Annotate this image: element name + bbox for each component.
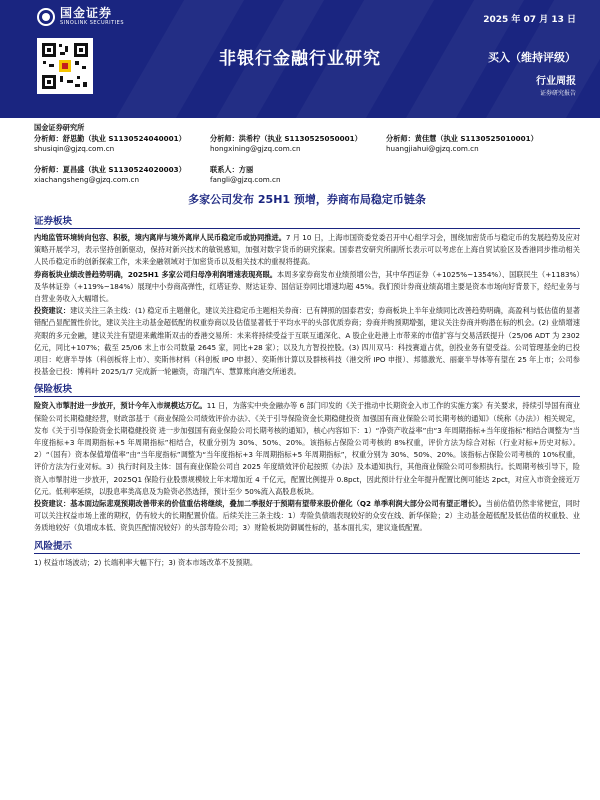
risk-text: 1) 权益市场波动；2) 长端利率大幅下行；3) 资本市场改革不及预期。 bbox=[34, 557, 258, 567]
paragraph bbox=[34, 498, 580, 535]
rating-label: 买入（维持评级） bbox=[488, 51, 576, 64]
contact-email[interactable]: fangli@gjzq.com.cn bbox=[210, 175, 281, 184]
paragraph-body: 建议关注三条主线：(1) 稳定币主题催化，建议关注稳定币主题相关券商：已有牌照的国泰君安；券商板块上半年业绩同比改善趋势明确，高盈利与低估值的显著错配凸显配置性价比，建议关注主动基金超低配的权重券商以及估值显著低于平均水平的头部优质券商；券商并购预期增强，建议关注券商并购潜在标的机会。(2) 业绩增速亮眼的多元金融，建议关注有望迎来戴维斯双击的香港交易所：未来将持续受益于互联互通深化、A 股企业赴港上市带来的市值扩容与交易活跃提升（25/06 ADT 为 2302 亿元，同比+107%；截至 25/06 末上市公司数量 2645 家，同比+28 家）；以及九方智投控股。(3) 四川双马：科技赛道占优，创投业务有望受益。公司管理基金的已投项目：屹唐半导体（科创板将上市）、奕斯伟材料（科创板 IPO 申报）、奕斯伟计算以及群核科技（港交所 IPO 申报）、邦德激光、丽豪半导体等有望在 25 年上市；公司参投基金已投：博科叶 2025/1/7 完成新一轮融资，奇瑞汽车、慧算账向港交所递表。 bbox=[34, 306, 580, 377]
company-logo bbox=[37, 7, 124, 27]
analyst-entry bbox=[34, 165, 210, 185]
paragraph-lead: 投资建议： bbox=[34, 306, 71, 316]
report-title: 非银行金融行业研究 bbox=[219, 49, 381, 69]
logo-text-en: SINOLINK SECURITIES bbox=[60, 20, 124, 26]
report-type: 行业周报 bbox=[536, 76, 576, 87]
logo-emblem-icon bbox=[37, 8, 55, 26]
analyst-entry bbox=[386, 134, 562, 154]
report-header bbox=[0, 0, 600, 118]
analyst-entry bbox=[34, 134, 210, 154]
paragraph-body: 当前估值仍然非常便宜，同时可以关注权益市场上涨的期权，仍有较大的长期配置价值。后续关注三条主线：1）寿险负债端表现较好的众安在线、新华保险；2）主动基金超低配及低估值的权重股、业务质地较好（负增成本低、资负匹配情况较好）的头部寿险公司；3）财险板块防御属性标的，基本面扎实，建议逢低配置。 bbox=[34, 499, 580, 533]
section-heading-securities: 证券板块 bbox=[34, 213, 580, 229]
paragraph-lead: 投资建议：基本面边际悲观预期改善带来的价值重估将继续，叠加二季报好于预期有望带来股价催化（Q2 单季利润大部分公司有望正增长）。 bbox=[34, 499, 486, 509]
paragraph bbox=[34, 305, 580, 378]
paragraph-body: 11 日，为落实中央金融办等 6 部门印发的《关于推动中长期资金入市工作的实施方案》有关要求，持续引导国有商业保险公司长期稳健经营，财政部基于《商业保险公司绩效评价办法》、《关于引导保险资金长期稳健投资 加强国有商业保险公司长期考核的通知》（统称《办法》）相关规定，发布《关于引导保险资金长期稳健投资 进一步加强国有商业保险公司长期考核的通知》，核心内容如下：1）“净资产收益率”由“3 年周期指标+当年度指标”相结合调整为“当年度指标+3 年周期指标+5 年周期指标”相结合，权重分别为 30%、50%、20%。该指标占保险公司考核的 8%权重，评价方法为综合对标（行业对标+历史对标）。2）“（国有）资本保值增值率”由“当年度指标”调整为“当年度指标+3 年周期指标+5 年周期指标”，权重分别为 30%、50%、20%。该指标占保险公司考核的 10%权重，评价方法为行业对标。3）执行时间及主体：国有商业保险公司自 2025 年度绩效评价起按照《办法》及本通知执行，其他商业保险公司可参照执行。长周期考核引导下，险资入市掣肘进一步放开，2025Q1 保险行业股票规模较上年末增加近 4 千亿元，配置比例提升 0.8pct，因此预计行业全年提升配置比例可能达 2pct，对应入市资金接近万亿元。低利率延续，以股息率类高息及为险资必然选择，预计至少 50%流入高股息板块。 bbox=[34, 401, 580, 496]
paragraph-body: 本周多家券商发布业绩预增公告，其中华西证券（+1025%~1354%）、国联民生（+1183%）及华林证券（+119%~184%）展现中小券商高弹性，红塔证券、财达证券、国信证券同比增速均超 45%。我们预计券商业绩高增主要是资本市场向好背景下，经纪业务与自营业务收入大幅增长。 bbox=[34, 269, 581, 304]
report-subtype: 证券研究报告 bbox=[539, 90, 576, 97]
analyst-email[interactable]: xiachangsheng@gjzq.com.cn bbox=[34, 175, 140, 184]
analyst-list bbox=[34, 134, 580, 185]
analyst-entry bbox=[210, 134, 386, 154]
logo-text-cn: 国金证券 bbox=[60, 6, 113, 20]
contact-name: 联系人：方丽 bbox=[210, 165, 254, 174]
analyst-email[interactable]: hongxining@gjzq.com.cn bbox=[210, 144, 301, 153]
section-heading-insurance: 保险板块 bbox=[34, 381, 580, 397]
paragraph bbox=[34, 232, 580, 269]
paragraph bbox=[34, 400, 580, 498]
report-subtitle: 多家公司发布 25H1 预增，券商布局稳定币链条 bbox=[188, 193, 426, 206]
contact-entry bbox=[210, 165, 386, 185]
analyst-email[interactable]: shusiqin@gjzq.com.cn bbox=[34, 144, 115, 153]
report-date: 2025 年 07 月 13 日 bbox=[483, 15, 576, 25]
analyst-name: 分析师：舒思勤（执业 S1130524040001） bbox=[34, 134, 186, 143]
paragraph-body: 7 月 10 日，上海市国资委党委召开中心组学习会，围绕加密货币与稳定币的发展趋势及应对策略开展学习，表示坚持创新驱动，保持对新兴技术的敏锐感知，加强对数字货币的研究探索。国泰君安研究所副所长表示可以考虑在上海自贸试验区及香港同步推动相关人民币稳定币的创新探索工作，未来金融领域对于加密货币以及相关技术的重视将提高。 bbox=[34, 233, 580, 267]
paragraph bbox=[34, 269, 580, 306]
paragraph-lead: 险资入市掣肘进一步放开，预计今年入市规模达万亿。 bbox=[34, 401, 207, 411]
analyst-name: 分析师：洪希柠（执业 S1130525050001） bbox=[210, 134, 362, 143]
paragraph-lead: 内地监管环境转向包容、积极，境内离岸与境外离岸人民币稳定币或协同推进。 bbox=[34, 233, 286, 242]
analyst-name: 分析师：夏昌盛（执业 S1130524020003） bbox=[34, 165, 186, 174]
analyst-email[interactable]: huangjiahui@gjzq.com.cn bbox=[386, 144, 479, 153]
institute-name: 国金证券研究所 bbox=[34, 123, 85, 132]
analyst-name: 分析师：黄佳慧（执业 S1130525010001） bbox=[386, 134, 538, 143]
report-body bbox=[34, 123, 580, 569]
paragraph-lead: 券商板块业绩改善趋势明确，2025H1 多家公司归母净利润增速表现亮眼。 bbox=[34, 269, 278, 279]
analyst-row bbox=[34, 134, 580, 154]
analyst-row bbox=[34, 165, 580, 185]
section-heading-risk: 风险提示 bbox=[34, 538, 580, 554]
